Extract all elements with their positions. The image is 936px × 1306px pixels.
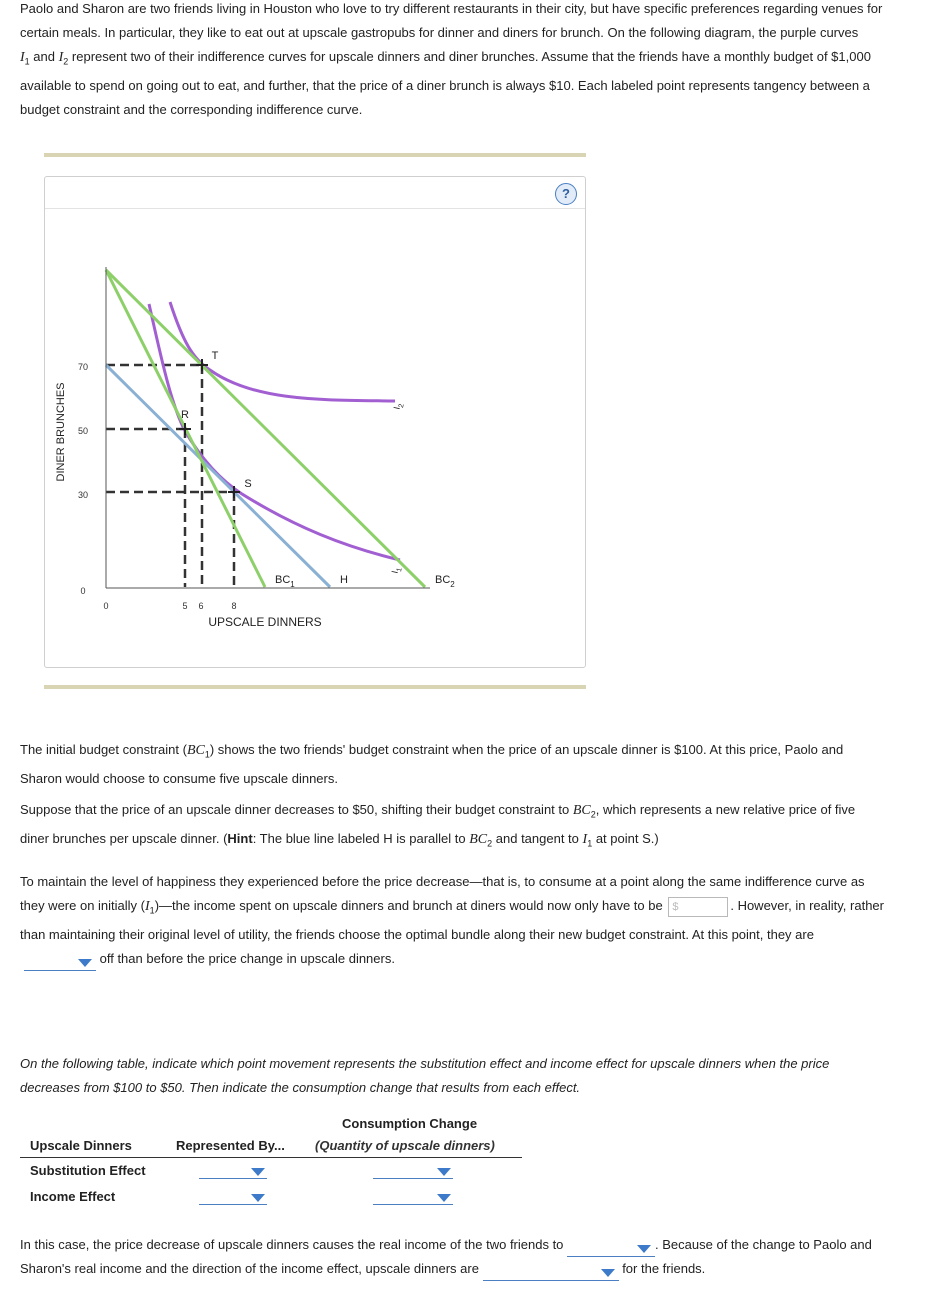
paragraph-happiness: To maintain the level of happiness they experienced before the price decrease—that is, to consume at a point along the same indifference curve as they were on initially $(I_1)—the$ income spent on upscale dinners and brunch at diners would now only have to be $ . However, in reality, rather than maintaining their original level of utility, the friends choose the optimal bundle along their new budget constraint. At this point, they are off than before the price change in upscale dinners. [20, 870, 935, 971]
y-tick: 30 [77, 490, 89, 500]
help-icon[interactable]: ? [555, 183, 577, 205]
graph-panel[interactable] [44, 176, 586, 668]
income-change-dropdown[interactable] [373, 1188, 453, 1205]
row-substitution-effect: Substitution Effect [30, 1163, 146, 1178]
h-label: H [340, 574, 348, 586]
y-tick: 50 [77, 426, 89, 436]
bottom-divider [44, 685, 586, 689]
income-point-dropdown[interactable] [199, 1188, 267, 1205]
good-type-dropdown[interactable] [483, 1264, 619, 1281]
top-divider [44, 153, 586, 157]
x-tick: 0 [103, 601, 109, 611]
x-axis-label: UPSCALE DINNERS [208, 615, 322, 629]
y-axis-label: DINER BRUNCHES [55, 382, 67, 482]
x-tick: 8 [231, 601, 237, 611]
table-header-rule [20, 1157, 522, 1158]
i1-label: $I_1$ [389, 567, 404, 575]
substitution-change-dropdown[interactable] [373, 1162, 453, 1179]
point-t-label: T [211, 350, 219, 362]
i2-label: $I_2$ [391, 403, 406, 411]
paragraph-table-instructions: On the following table, indicate which point movement represents the substitution effect and income effect for upscale dinners when the price decreases from $100 to $50. Then indicate the consumption change that results from each effect. [20, 1056, 830, 1095]
col-consumption-title: Consumption Change [342, 1116, 478, 1131]
y-tick: 0 [80, 586, 86, 596]
bc2-label: $BC_2$ [435, 574, 455, 589]
paragraph-initial-bc: The initial budget constraint $(BC_1)$ shows the two friends' budget constraint when the price of an upscale dinner is $100. At this price, Paolo and Sharon would choose to consume five upscale dinners. [20, 742, 844, 786]
real-income-dropdown[interactable] [567, 1240, 655, 1257]
graph-canvas[interactable] [45, 177, 585, 667]
y-tick: 70 [77, 362, 89, 372]
col-upscale-dinners: Upscale Dinners [30, 1138, 132, 1153]
point-s-label: S [244, 478, 252, 490]
bc1-label: $BC_1$ [275, 574, 295, 589]
better-worse-dropdown[interactable] [24, 954, 96, 971]
col-represented-by: Represented By... [176, 1138, 285, 1153]
substitution-point-dropdown[interactable] [199, 1162, 267, 1179]
indifference-curve-i2 [170, 302, 395, 401]
paragraph-real-income: In this case, the price decrease of upscale dinners causes the real income of the two friends to . Because of the change to Paolo and Sharon's real income and the direction of the income effect, upscale dinners are for the friends. [20, 1233, 935, 1281]
income-input[interactable]: $ [668, 897, 728, 917]
x-tick: 5 [182, 601, 188, 611]
point-r-label: R [181, 409, 189, 421]
col-consumption-sub: (Quantity of upscale dinners) [315, 1138, 495, 1153]
intro-paragraph: Paolo and Sharon are two friends living in Houston who love to try different restaurants in their city, but have specific preferences regarding venues for certain meals. In particular, they like to eat out at upscale gastropubs for dinner and diners for brunch. On the following diagram, the purple curves $I_1$ and $I_2$ represent two of their indifference curves for upscale dinners and diner brunches. Assume that the friends have a monthly budget of $1,000 available to spend on going out to eat, and further, that the price of a diner brunch is always $10. Each labeled point represents tangency between a budget constraint and the corresponding indifference curve. [20, 1, 883, 117]
x-tick: 6 [198, 601, 204, 611]
paragraph-price-decrease: Suppose that the price of an upscale dinner decreases to $50, shifting their budget constraint to $BC_2$, which represents a new relative price of five diner brunches per upscale dinner. (Hint: The blue line labeled H is parallel to $BC_2$ and tangent to $I_1$ at point S.) [20, 802, 856, 849]
row-income-effect: Income Effect [30, 1189, 116, 1204]
